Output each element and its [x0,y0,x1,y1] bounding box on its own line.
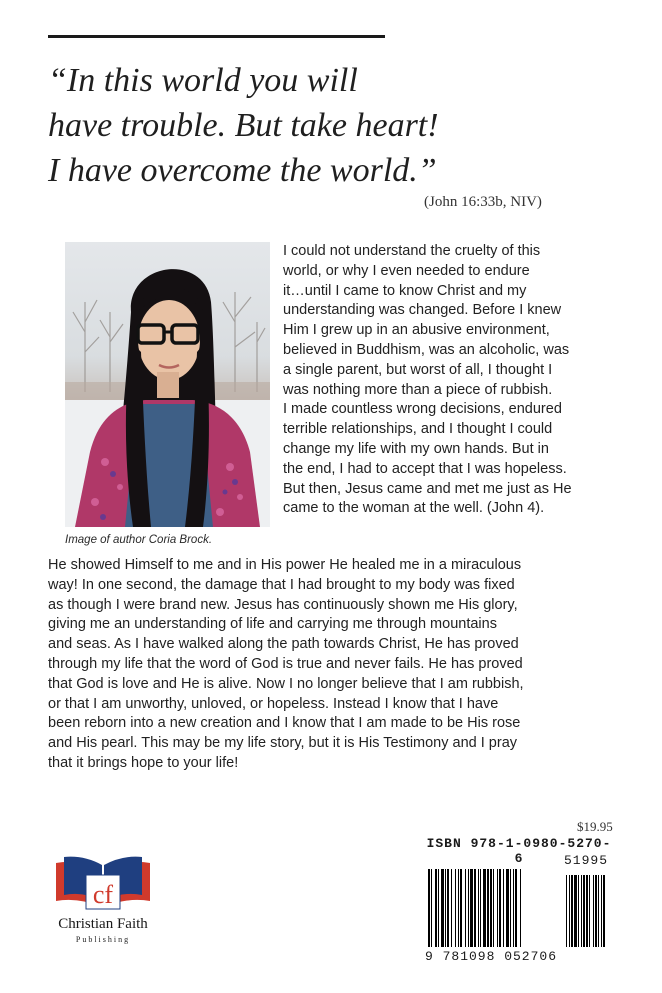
text-line: giving me an understanding of life and carrying me through mountains [48,616,497,633]
text-line: He showed Himself to me and in His power He healed me in a miraculous [48,557,522,573]
price: $19.95 [577,819,613,834]
barcode-number: 9 781098 052706 [424,949,558,964]
text-line: way! In one second, the damage that I had brought to my body was fixed [48,576,515,593]
quote-citation: (John 16:33b, NIV) [424,194,542,210]
text-line: terrible relationships, and I thought I could [283,421,553,438]
text-line: or that I am unworthy, unloved, or hopeless. Instead I know that I have [48,695,499,712]
epigraph-quote [48,58,608,193]
text-line: was nothing more than a piece of rubbish. [283,381,553,398]
top-rule [48,35,385,38]
barcode-bars [424,869,614,949]
text-line: the end, I had to accept that I was hopeless. [283,460,567,477]
text-line: understanding was changed. Before I knew [283,302,562,319]
text-line: But then, Jesus came and met me just as He [283,480,572,497]
isbn-barcode [424,836,614,971]
testimony-body [48,556,618,774]
text-line: I made countless wrong decisions, endured [283,401,562,418]
text-line: through my life that the word of God is true and never fails. He has proved [48,655,523,672]
quote-line: have trouble. But take heart! [48,107,439,144]
text-line: that it brings hope to your life! [48,754,239,771]
text-line: that God is love and He is alive. Now I no longer believe that I am rubbish, [48,675,524,692]
text-line: believed in Buddhism, was an alcoholic, was [283,341,570,358]
testimony-intro [283,242,613,519]
text-line: it…until I came to know Christ and my [283,282,527,299]
text-line: and His pearl. This may be my life story, but it is His Testimony and I pray [48,735,518,752]
text-line: world, or why I even needed to endure [283,262,530,279]
publisher-name: Christian Faith [58,916,148,932]
text-line: a single parent, but worst of all, I thought I [283,361,553,378]
text-line: I could not understand the cruelty of this [283,243,541,259]
text-line: and seas. As I have walked along the path towards Christ, He has proved [48,636,519,653]
isbn-label: ISBN 978-1-0980-5270-6 [426,836,612,866]
text-line: as though I were brand new. Jesus has continuously shown me His glory, [48,596,518,613]
quote-line: “In this world you will [48,62,358,99]
text-line: Him I grew up in an abusive environment, [283,322,550,339]
publisher-subtitle: Publishing [75,935,131,944]
price-addon-code: 51995 [564,853,609,868]
text-line: came to the woman at the well. (John 4). [283,500,545,517]
author-photo [65,242,270,527]
quote-line: I have overcome the world.” [48,152,437,189]
text-line: change my life with my own hands. But in [283,440,549,457]
text-line: been reborn into a new creation and I know that I am made to be His rose [48,715,521,732]
photo-caption: Image of author Coria Brock. [65,534,213,546]
publisher-monogram: cf [92,880,114,909]
